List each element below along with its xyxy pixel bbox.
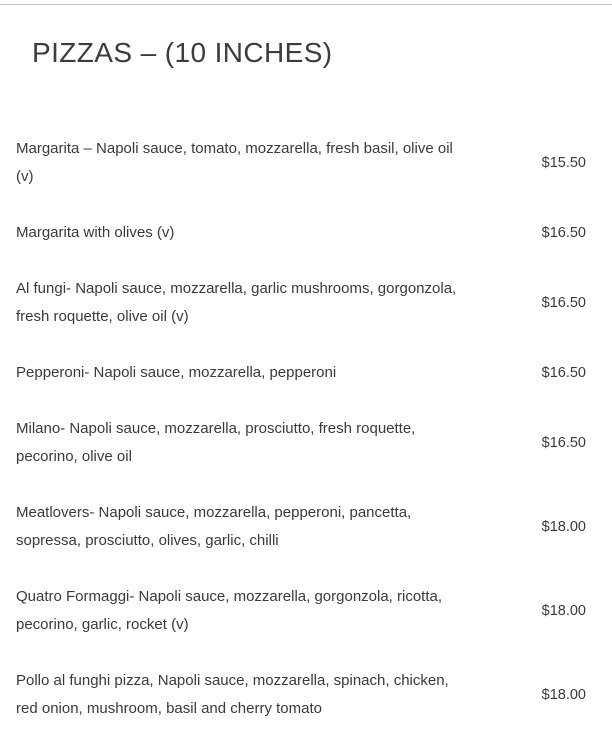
menu-item-description: Al fungi- Napoli sauce, mozzarella, garlic mushrooms, gorgonzola, fresh roquette, olive oil (v) [16, 280, 457, 325]
menu-item-description: Milano- Napoli sauce, mozzarella, prosciutto, fresh roquette, pecorino, olive oil [16, 420, 416, 465]
menu-item-price: $16.50 [541, 365, 586, 381]
menu-item-price: $16.50 [541, 295, 586, 311]
menu-item-price: $16.50 [541, 225, 586, 241]
menu-item [16, 135, 586, 191]
menu-item-description: Margarita – Napoli sauce, tomato, mozzarella, fresh basil, olive oil (v) [16, 140, 453, 185]
menu-item-price: $18.00 [541, 603, 586, 619]
menu-item-price: $16.50 [541, 435, 586, 451]
menu-item-description: Quatro Formaggi- Napoli sauce, mozzarella, gorgonzola, ricotta, pecorino, garlic, rocket (v) [16, 588, 443, 633]
menu-item-description: Pollo al funghi pizza, Napoli sauce, mozzarella, spinach, chicken, red onion, mushroom, basil and cherry tomato [16, 672, 449, 717]
menu-item-description: Pepperoni- Napoli sauce, mozzarella, pepperoni [16, 364, 337, 381]
menu-item [16, 219, 586, 247]
menu-item-price: $15.50 [541, 155, 586, 171]
menu-item-description: Margarita with olives (v) [16, 224, 175, 241]
menu-item-price: $18.00 [541, 687, 586, 703]
menu-item [16, 415, 586, 471]
menu-item-description: Meatlovers- Napoli sauce, mozzarella, pepperoni, pancetta, sopressa, prosciutto, olives, garlic, chilli [16, 504, 412, 549]
menu-item [16, 359, 586, 387]
menu-item [16, 499, 586, 555]
section-title: PIZZAS – (10 INCHES) [32, 37, 333, 68]
menu-item-price: $18.00 [541, 519, 586, 535]
menu-list [16, 135, 586, 748]
menu-item [16, 667, 586, 723]
menu-item [16, 583, 586, 639]
top-divider [0, 4, 612, 5]
menu-item [16, 275, 586, 331]
